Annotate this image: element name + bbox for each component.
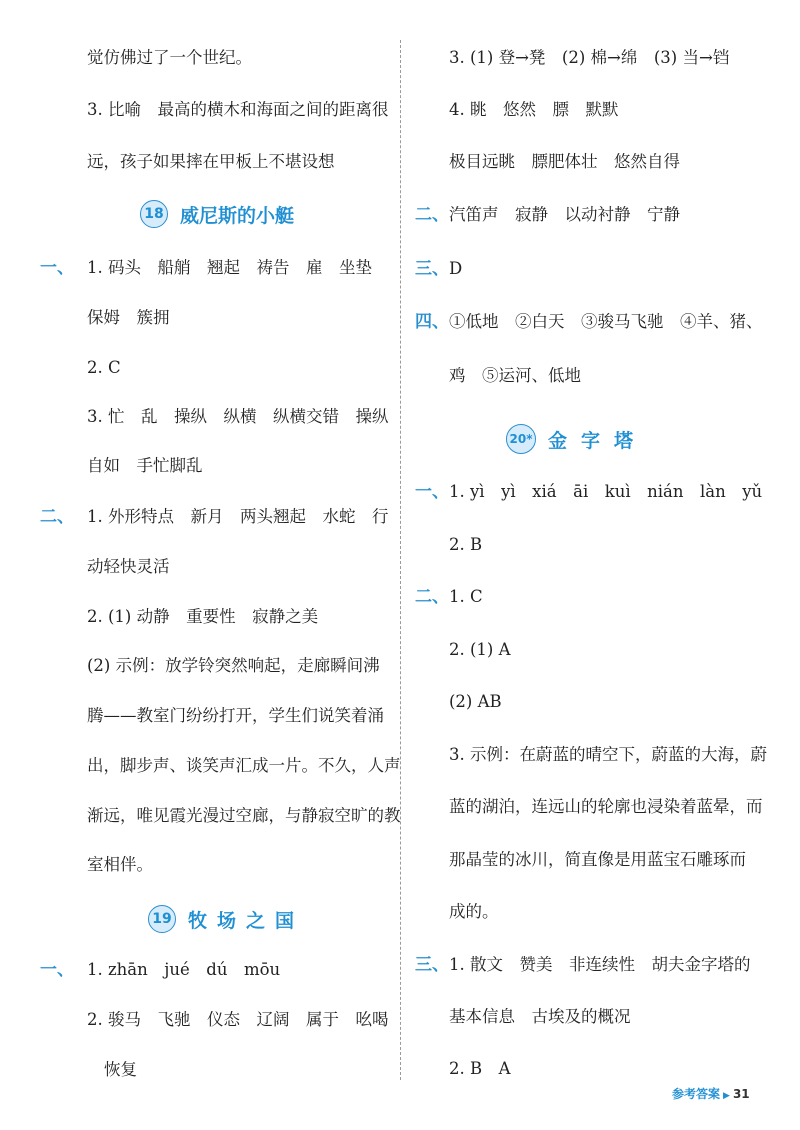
text-line: 成的。 (449, 902, 499, 921)
section-title: 金字塔 (548, 429, 648, 452)
part-marker: 四、 (415, 312, 449, 332)
text-line: 3. 忙 乱 操纵 纵横 纵横交错 操纵 (87, 407, 389, 426)
text-line: 3. 示例：在蔚蓝的晴空下，蔚蓝的大海，蔚 (449, 745, 767, 764)
section-18-heading (140, 198, 294, 230)
part-marker: 三、 (415, 955, 449, 975)
text-line: 汽笛声 寂静 以动衬静 宁静 (449, 205, 680, 224)
text-line: 出，脚步声、谈笑声汇成一片。不久，人声 (87, 756, 401, 775)
part-marker: 三、 (415, 259, 449, 279)
text-line: 2. (1) A (449, 640, 511, 659)
section-20-heading (506, 423, 647, 455)
text-line: ①低地 ②白天 ③骏马飞驰 ④羊、猪、 (449, 312, 763, 331)
text-line: 渐远，唯见霞光漫过空廊，与静寂空旷的教 (87, 806, 401, 825)
text-line: 极目远眺 膘肥体壮 悠然自得 (449, 152, 680, 171)
text-line: 1. 散文 赞美 非连续性 胡夫金字塔的 (449, 955, 751, 974)
text-line: 自如 手忙脚乱 (87, 456, 203, 475)
triangle-right-icon: ▶ (723, 1091, 730, 1101)
text-line: 2. (1) 动静 重要性 寂静之美 (87, 607, 319, 626)
text-line: 室相伴。 (87, 855, 153, 874)
text-line: 觉仿佛过了一个世纪。 (87, 48, 252, 67)
text-line: 1. zhān jué dú mōu (87, 960, 281, 979)
section-number-badge: 19 (148, 905, 176, 933)
part-marker: 一、 (415, 482, 449, 502)
page-footer (672, 1085, 750, 1102)
section-number-badge: 18 (140, 200, 168, 228)
text-line: 动轻快灵活 (87, 557, 170, 576)
text-line: 蓝的湖泊，连远山的轮廓也浸染着蓝晕，而 (449, 797, 763, 816)
text-line: 2. B A (449, 1059, 511, 1078)
part-marker: 二、 (415, 587, 449, 607)
text-line: 基本信息 古埃及的概况 (449, 1007, 631, 1026)
text-line: 1. C (449, 587, 483, 606)
text-line: 2. 骏马 飞驰 仪态 辽阔 属于 吆喝 (87, 1010, 389, 1029)
part-marker: 一、 (40, 258, 74, 278)
text-line: 鸡 ⑤运河、低地 (449, 366, 581, 385)
text-line: 1. yì yì xiá āi kuì nián làn yǔ (449, 482, 763, 501)
text-line: 腾——教室门纷纷打开，学生们说笑着涌 (87, 706, 384, 725)
section-19-heading (148, 903, 304, 935)
page-number: 31 (732, 1087, 750, 1101)
text-line: 那晶莹的冰川，简直像是用蓝宝石雕琢而 (449, 850, 746, 869)
footer-label: 参考答案 (672, 1087, 721, 1101)
section-number-badge: 20* (506, 424, 536, 454)
text-line: D (449, 259, 463, 278)
text-line: 远，孩子如果摔在甲板上不堪设想 (87, 152, 335, 171)
text-line: 1. 码头 船艄 翘起 祷告 雇 坐垫 (87, 258, 372, 277)
text-line: 恢复 (104, 1060, 137, 1079)
text-line: (2) 示例：放学铃突然响起，走廊瞬间沸 (87, 656, 380, 675)
text-line: 1. 外形特点 新月 两头翘起 水蛇 行 (87, 507, 389, 526)
text-line: 4. 眺 悠然 膘 默默 (449, 100, 619, 119)
part-marker: 一、 (40, 960, 74, 980)
part-marker: 二、 (40, 507, 74, 527)
section-title: 威尼斯的小艇 (180, 204, 295, 227)
part-marker: 二、 (415, 205, 449, 225)
text-line: 保姆 簇拥 (87, 308, 170, 327)
text-line: 2. B (449, 535, 483, 554)
text-line: (2) AB (449, 692, 502, 711)
text-line: 2. C (87, 358, 121, 377)
text-line: 3. (1) 登→凳 (2) 棉→绵 (3) 当→铛 (449, 48, 730, 67)
column-divider (400, 40, 401, 1080)
text-line: 3. 比喻 最高的横木和海面之间的距离很 (87, 100, 389, 119)
section-title: 牧场之国 (188, 909, 305, 932)
